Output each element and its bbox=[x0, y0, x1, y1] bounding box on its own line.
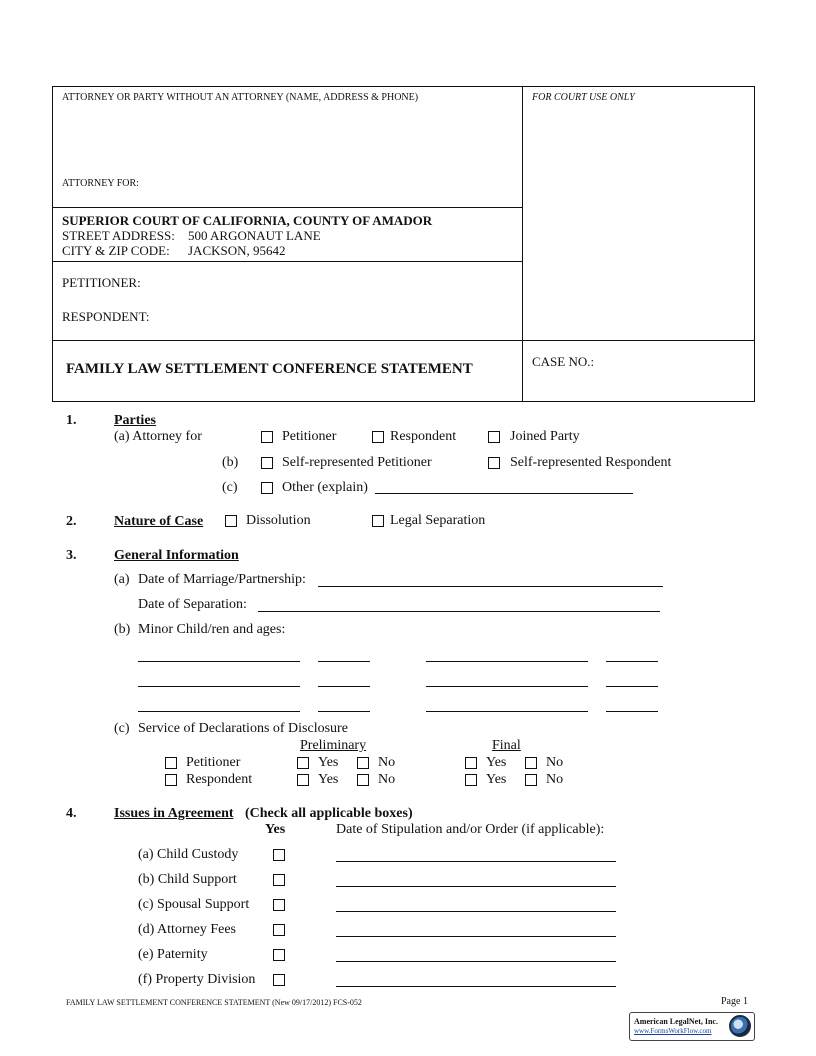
issue-paternity-date-field[interactable] bbox=[336, 961, 616, 962]
yes-column-header: Yes bbox=[265, 822, 286, 837]
issue-attorney-fees-label: (d) Attorney Fees bbox=[138, 922, 236, 937]
issue-child-custody-date-field[interactable] bbox=[336, 861, 616, 862]
child-age-field[interactable] bbox=[606, 661, 658, 662]
final-header: Final bbox=[492, 738, 521, 753]
section4-number: 4. bbox=[66, 806, 77, 821]
child-name-field[interactable] bbox=[426, 686, 588, 687]
issue-spousal-support-label: (c) Spousal Support bbox=[138, 897, 250, 912]
petitioner-final-no-checkbox[interactable] bbox=[525, 757, 537, 769]
issue-paternity-label: (e) Paternity bbox=[138, 947, 208, 962]
city-zip-value: JACKSON, 95642 bbox=[188, 243, 286, 258]
section4-heading: Issues in Agreement bbox=[114, 806, 234, 821]
other-c-label: (c) bbox=[222, 480, 238, 495]
petitioner-final-no-label: No bbox=[546, 755, 564, 770]
footer-logo[interactable] bbox=[629, 1012, 755, 1041]
issue-child-support-label: (b) Child Support bbox=[138, 872, 237, 887]
self-represented-petitioner-checkbox[interactable] bbox=[261, 457, 273, 469]
caption-divider-parties bbox=[52, 261, 523, 262]
child-age-field[interactable] bbox=[318, 686, 370, 687]
legal-separation-label: Legal Separation bbox=[390, 513, 486, 528]
self-represented-respondent-checkbox[interactable] bbox=[488, 457, 500, 469]
petitioner-final-yes-label: Yes bbox=[486, 755, 507, 770]
dissolution-label: Dissolution bbox=[246, 513, 311, 528]
legal-separation-checkbox[interactable] bbox=[372, 515, 384, 527]
date-of-marriage-label: Date of Marriage/Partnership: bbox=[138, 572, 306, 587]
street-address-value: 500 ARGONAUT LANE bbox=[188, 228, 321, 243]
disclosure-respondent-checkbox[interactable] bbox=[165, 774, 177, 786]
respondent-label: RESPONDENT: bbox=[62, 309, 150, 324]
child-name-field[interactable] bbox=[138, 711, 300, 712]
respondent-preliminary-no-label: No bbox=[378, 772, 396, 787]
issue-spousal-support-date-field[interactable] bbox=[336, 911, 616, 912]
petitioner-final-yes-checkbox[interactable] bbox=[465, 757, 477, 769]
respondent-final-yes-label: Yes bbox=[486, 772, 507, 787]
child-name-field[interactable] bbox=[138, 686, 300, 687]
respondent-preliminary-yes-checkbox[interactable] bbox=[297, 774, 309, 786]
issue-paternity-checkbox[interactable] bbox=[273, 949, 285, 961]
petitioner-checkbox[interactable] bbox=[261, 431, 273, 443]
caption-divider-title bbox=[52, 340, 755, 341]
disclosure-respondent-label: Respondent bbox=[186, 772, 253, 787]
issue-property-division-date-field[interactable] bbox=[336, 986, 616, 987]
respondent-final-no-checkbox[interactable] bbox=[525, 774, 537, 786]
petitioner-option-label: Petitioner bbox=[282, 429, 337, 444]
issue-attorney-fees-checkbox[interactable] bbox=[273, 924, 285, 936]
date-column-header: Date of Stipulation and/or Order (if applicable): bbox=[336, 822, 605, 837]
logo-swirl-icon bbox=[729, 1015, 751, 1037]
respondent-final-yes-checkbox[interactable] bbox=[465, 774, 477, 786]
attorney-for-a-label: (a) Attorney for bbox=[114, 429, 202, 444]
general-c-label: (c) bbox=[114, 721, 130, 736]
child-name-field[interactable] bbox=[138, 661, 300, 662]
dissolution-checkbox[interactable] bbox=[225, 515, 237, 527]
date-of-separation-label: Date of Separation: bbox=[138, 597, 247, 612]
child-age-field[interactable] bbox=[606, 711, 658, 712]
date-of-separation-field[interactable] bbox=[258, 611, 660, 612]
caption-vertical-divider bbox=[522, 86, 523, 402]
child-name-field[interactable] bbox=[426, 711, 588, 712]
issue-child-support-checkbox[interactable] bbox=[273, 874, 285, 886]
attorney-for-label: ATTORNEY FOR: bbox=[62, 178, 139, 189]
section3-number: 3. bbox=[66, 548, 77, 563]
joined-party-label: Joined Party bbox=[510, 429, 580, 444]
child-name-field[interactable] bbox=[426, 661, 588, 662]
general-a-label: (a) bbox=[114, 572, 130, 587]
self-represented-petitioner-label: Self-represented Petitioner bbox=[282, 455, 432, 470]
issue-spousal-support-checkbox[interactable] bbox=[273, 899, 285, 911]
self-represented-b-label: (b) bbox=[222, 455, 239, 470]
petitioner-preliminary-no-label: No bbox=[378, 755, 396, 770]
issue-child-support-date-field[interactable] bbox=[336, 886, 616, 887]
court-name: SUPERIOR COURT OF CALIFORNIA, COUNTY OF AMADOR bbox=[62, 213, 433, 228]
petitioner-preliminary-yes-label: Yes bbox=[318, 755, 339, 770]
form-title: FAMILY LAW SETTLEMENT CONFERENCE STATEMENT bbox=[66, 361, 473, 377]
respondent-option-label: Respondent bbox=[390, 429, 457, 444]
respondent-preliminary-no-checkbox[interactable] bbox=[357, 774, 369, 786]
section2-heading: Nature of Case bbox=[114, 514, 204, 529]
child-age-field[interactable] bbox=[606, 686, 658, 687]
issue-child-custody-label: (a) Child Custody bbox=[138, 847, 239, 862]
child-age-field[interactable] bbox=[318, 661, 370, 662]
city-zip-label: CITY & ZIP CODE: bbox=[62, 243, 170, 258]
preliminary-header: Preliminary bbox=[300, 738, 367, 753]
case-no-label: CASE NO.: bbox=[532, 354, 595, 369]
self-represented-respondent-label: Self-represented Respondent bbox=[510, 455, 672, 470]
minor-children-label: Minor Child/ren and ages: bbox=[138, 622, 286, 637]
section4-heading-note: (Check all applicable boxes) bbox=[245, 806, 413, 821]
attorney-label: ATTORNEY OR PARTY WITHOUT AN ATTORNEY (NAME, ADDRESS & PHONE) bbox=[62, 92, 419, 103]
logo-url[interactable]: www.FormsWorkFlow.com bbox=[634, 1027, 712, 1035]
section2-number: 2. bbox=[66, 514, 77, 529]
child-age-field[interactable] bbox=[318, 711, 370, 712]
petitioner-preliminary-no-checkbox[interactable] bbox=[357, 757, 369, 769]
respondent-final-no-label: No bbox=[546, 772, 564, 787]
court-use-label: FOR COURT USE ONLY bbox=[532, 92, 635, 103]
section3-heading: General Information bbox=[114, 548, 239, 563]
issue-property-division-checkbox[interactable] bbox=[273, 974, 285, 986]
section1-number: 1. bbox=[66, 413, 77, 428]
section1-heading: Parties bbox=[114, 413, 156, 428]
disclosure-petitioner-checkbox[interactable] bbox=[165, 757, 177, 769]
other-explain-label: Other (explain) bbox=[282, 480, 368, 495]
issue-property-division-label: (f) Property Division bbox=[138, 972, 256, 987]
caption-divider-court bbox=[52, 207, 523, 208]
footer-form-id: FAMILY LAW SETTLEMENT CONFERENCE STATEMENT (New 09/17/2012) FCS-052 bbox=[66, 998, 362, 1007]
other-explain-field[interactable] bbox=[375, 493, 633, 494]
issue-attorney-fees-date-field[interactable] bbox=[336, 936, 616, 937]
logo-company-name: American LegalNet, Inc. bbox=[634, 1017, 718, 1026]
petitioner-preliminary-yes-checkbox[interactable] bbox=[297, 757, 309, 769]
respondent-checkbox[interactable] bbox=[372, 431, 384, 443]
other-checkbox[interactable] bbox=[261, 482, 273, 494]
issue-child-custody-checkbox[interactable] bbox=[273, 849, 285, 861]
street-address-label: STREET ADDRESS: bbox=[62, 228, 175, 243]
disclosure-petitioner-label: Petitioner bbox=[186, 755, 241, 770]
joined-party-checkbox[interactable] bbox=[488, 431, 500, 443]
date-of-marriage-field[interactable] bbox=[318, 586, 663, 587]
footer-page-number: Page 1 bbox=[721, 996, 748, 1007]
respondent-preliminary-yes-label: Yes bbox=[318, 772, 339, 787]
service-of-disclosure-label: Service of Declarations of Disclosure bbox=[138, 721, 348, 736]
general-b-label: (b) bbox=[114, 622, 131, 637]
petitioner-label: PETITIONER: bbox=[62, 275, 141, 290]
